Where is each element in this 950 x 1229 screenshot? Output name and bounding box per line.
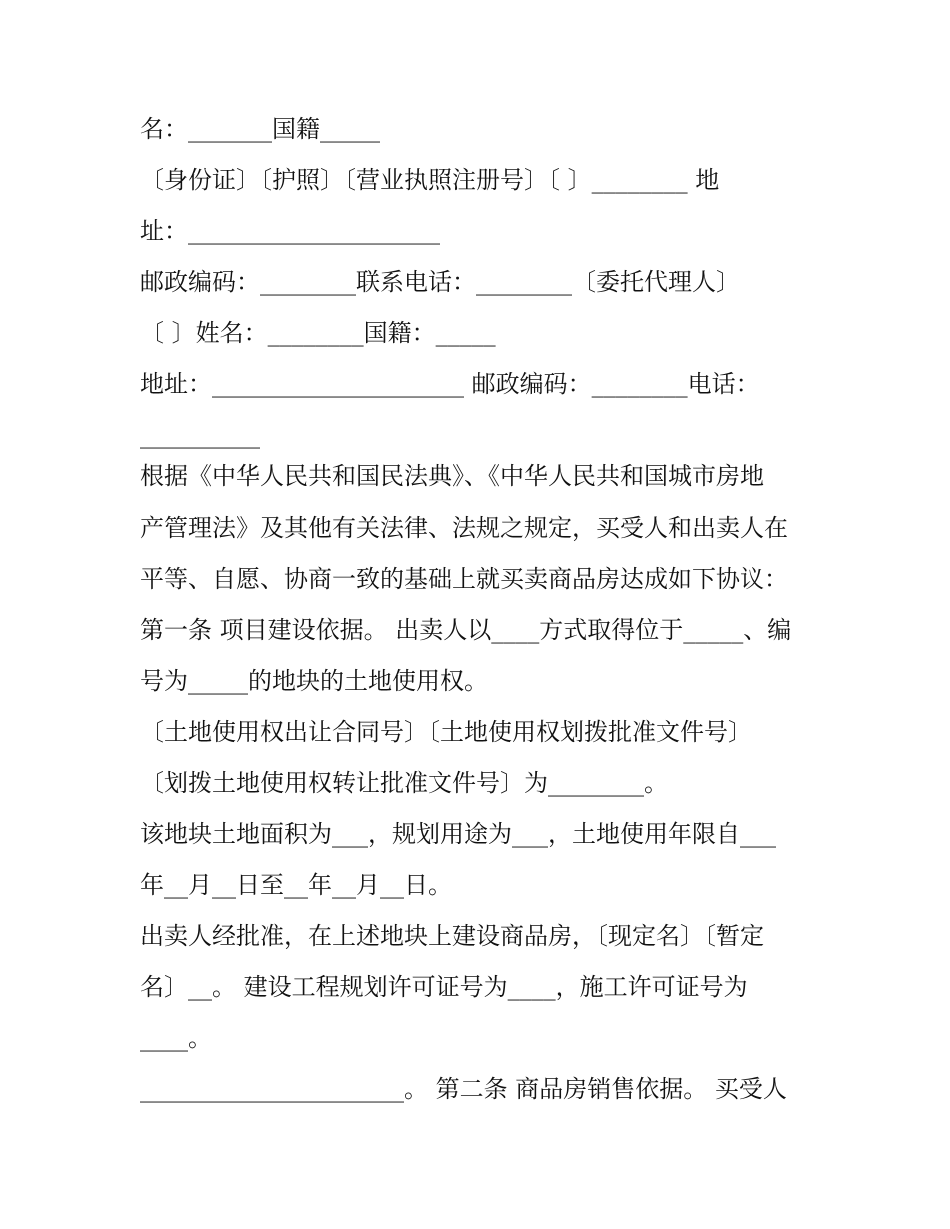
- text-line: 邮政编码：________联系电话：________〔委托代理人〕: [140, 268, 740, 296]
- text-line: 产管理法》及其他有关法律、法规之规定，买受人和出卖人在: [140, 514, 788, 542]
- text-line: 年__月__日至__年__月__日。: [140, 871, 452, 899]
- text-line: 根据《中华人民共和国民法典》、《中华人民共和国城市房地: [140, 462, 764, 490]
- text-line: 〔划拨土地使用权转让批准文件号〕为________。: [140, 769, 668, 797]
- text-line: ____。: [140, 1024, 212, 1052]
- text-line: 地址：_____________________ 邮政编码：________电话：: [140, 370, 760, 398]
- text-line: 出卖人经批准，在上述地块上建设商品房，〔现定名〕〔暂定: [140, 922, 764, 950]
- text-line: 号为_____的地块的土地使用权。: [140, 667, 488, 695]
- text-line: 〔身份证〕〔护照〕〔营业执照注册号〕〔 〕________ 地: [140, 166, 720, 194]
- text-line: ______________________。 第二条 商品房销售依据。 买受人: [140, 1075, 787, 1103]
- text-line: 名：_______国籍_____: [140, 115, 380, 143]
- text-line: 该地块土地面积为___，规划用途为___，土地使用年限自___: [140, 820, 776, 848]
- text-line: 〔土地使用权出让合同号〕〔土地使用权划拨批准文件号〕: [140, 718, 752, 746]
- text-line: 址：_____________________: [140, 217, 440, 245]
- text-line: 第一条 项目建设依据。 出卖人以____方式取得位于_____、编: [140, 616, 792, 644]
- text-line: 〔 〕姓名：________国籍：_____: [140, 319, 496, 347]
- text-line: 名〕__。 建设工程规划许可证号为____，施工许可证号为: [140, 973, 748, 1001]
- text-line: 平等、自愿、协商一致的基础上就买卖商品房达成如下协议：: [140, 565, 788, 593]
- text-line: __________: [140, 421, 260, 449]
